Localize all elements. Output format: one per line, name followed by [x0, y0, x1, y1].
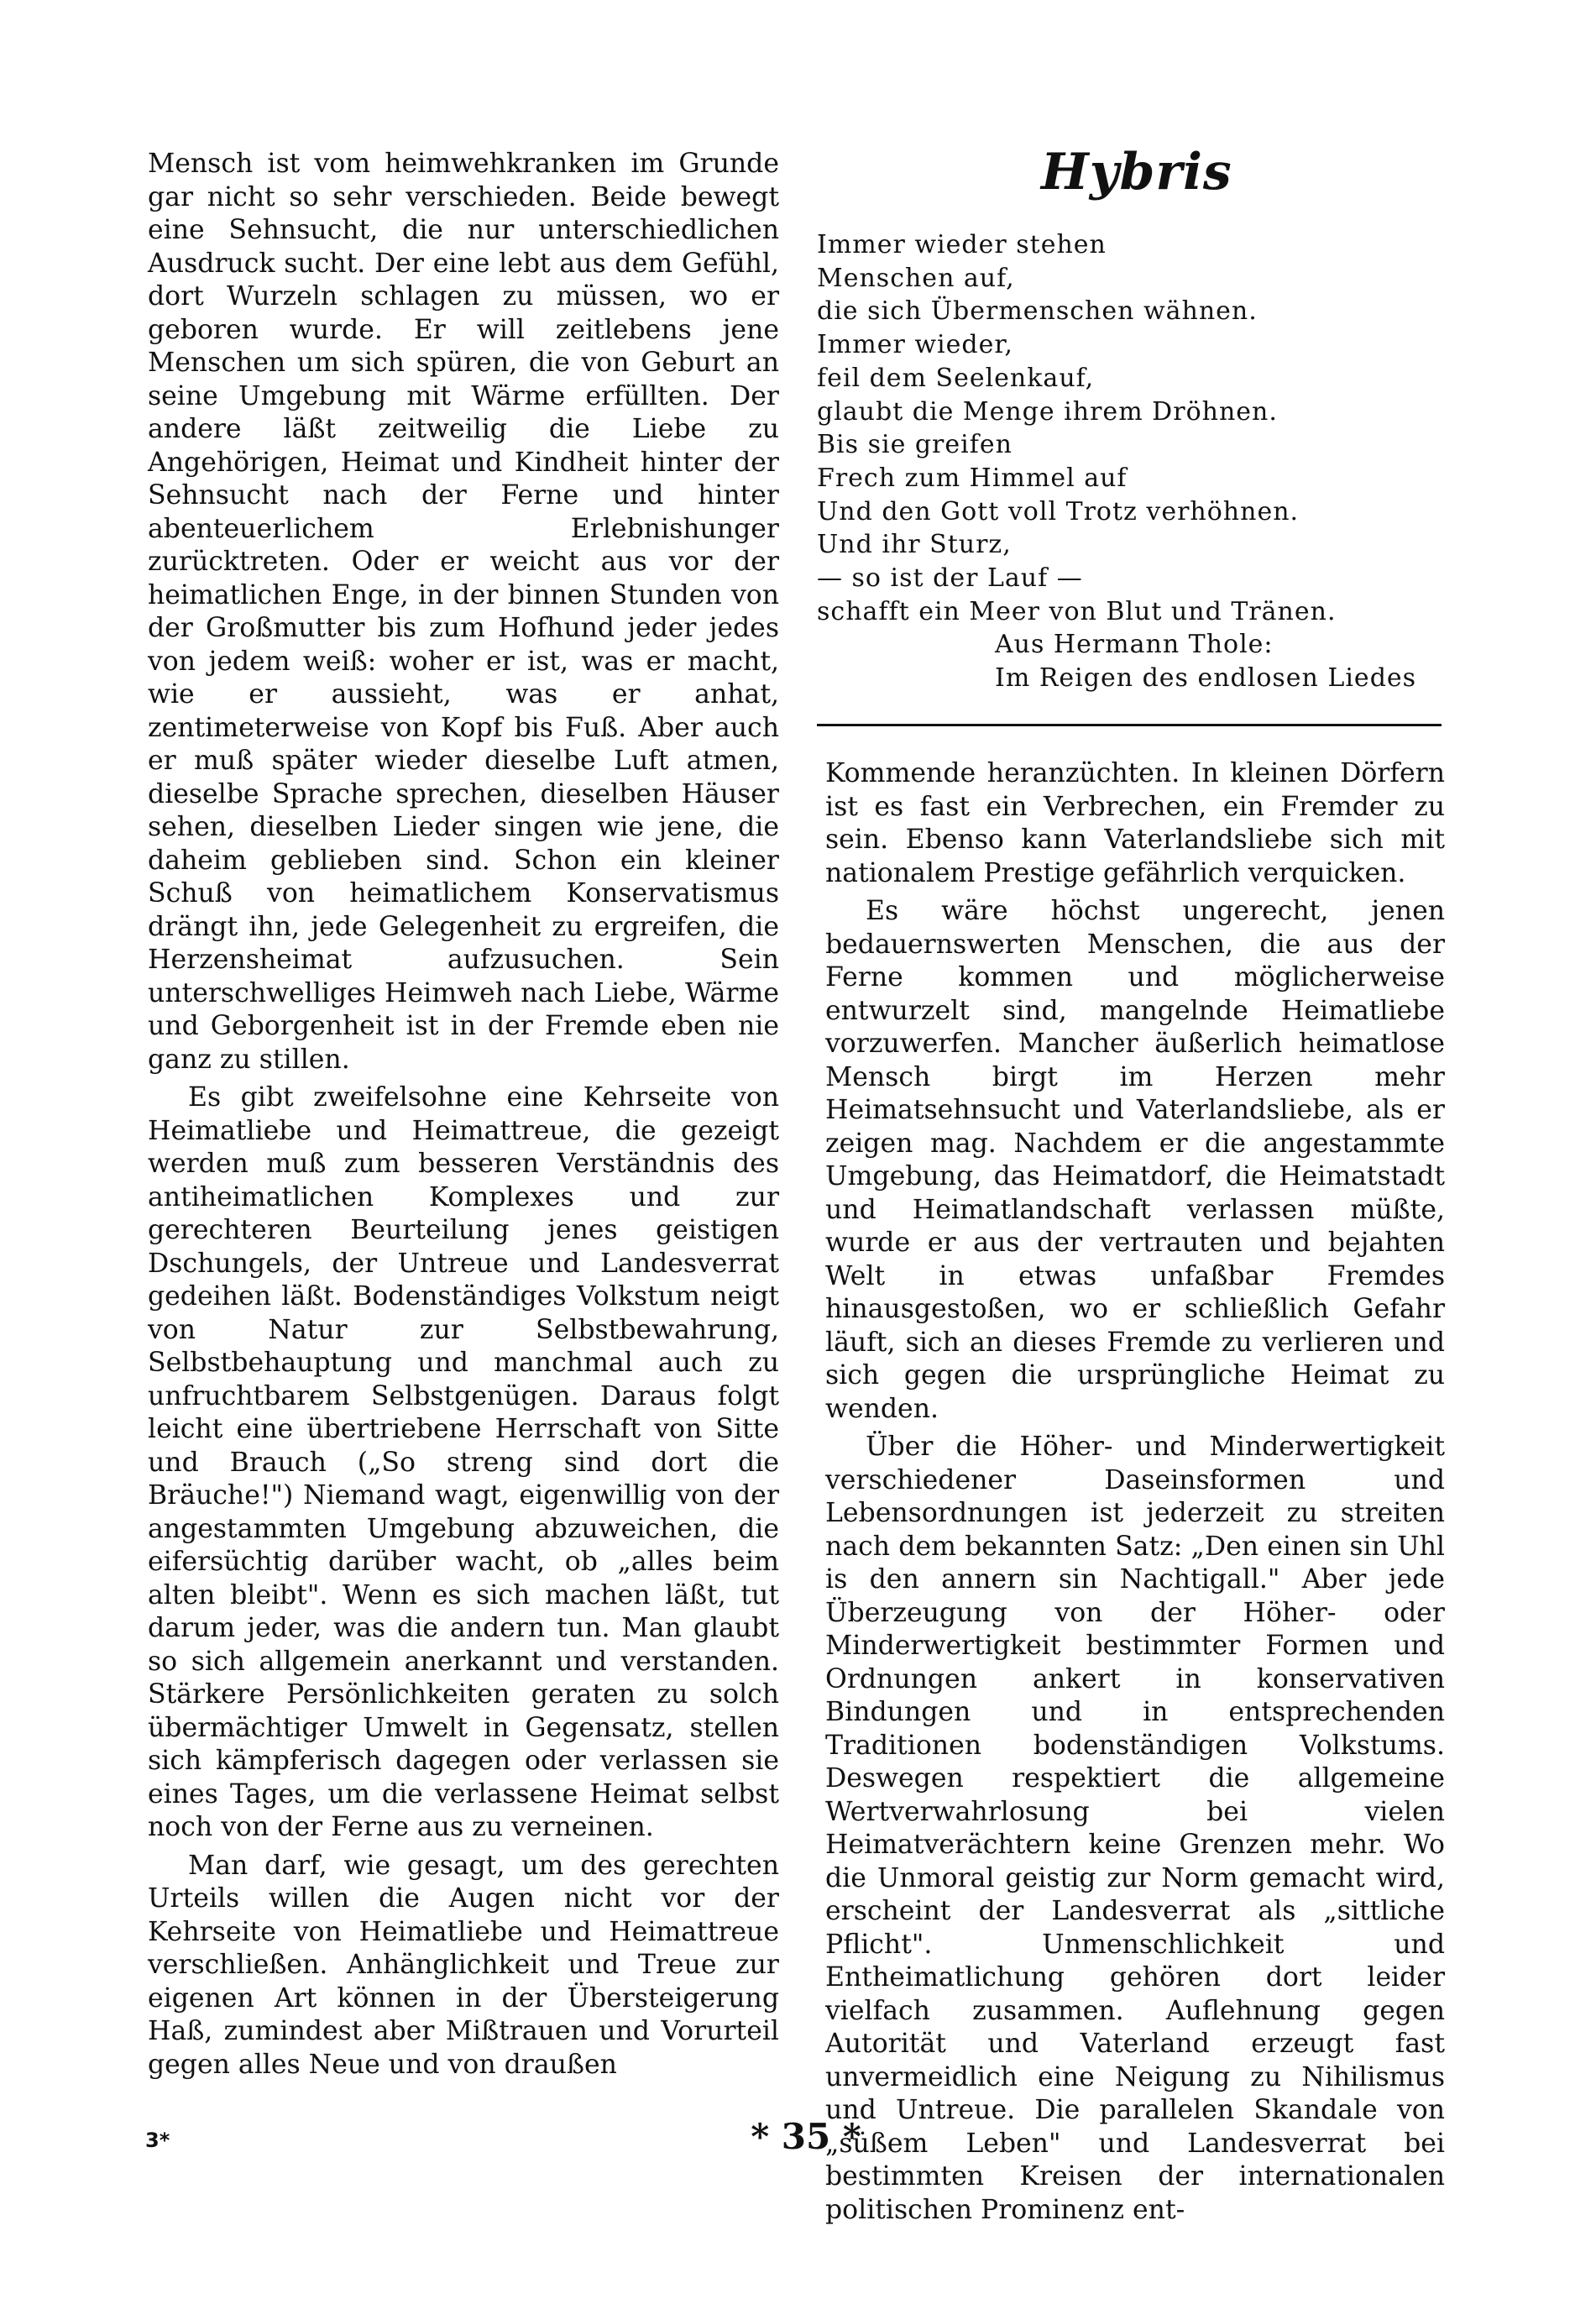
poem-line: Und den Gott voll Trotz verhöhnen.: [817, 496, 1300, 526]
section-divider: [817, 724, 1442, 726]
poem-source-book: Im Reigen des endlosen Liedes: [995, 663, 1417, 694]
signature-mark: 3*: [145, 2129, 170, 2152]
left-column: [148, 148, 779, 2082]
poem-line: Immer wieder,: [817, 330, 1013, 360]
poem-line: Bis sie greifen: [817, 430, 1013, 460]
poem-line: schafft ein Meer von Blut und Tränen.: [817, 596, 1337, 626]
paragraph: Kommende heranzüchten. In kleinen Dörfern ist es fast ein Verbrechen, ein Fremder zu sein. Ebenso kann Vaterlandsliebe sich mit nationalem Prestige gefährlich verquicken.: [825, 758, 1445, 888]
paragraph: Es wäre höchst ungerecht, jenen bedauernswerten Menschen, die aus der Ferne kommen und möglicherweise entwurzelt sind, mangelnde Heimatliebe vorzuwerfen. Mancher äußerlich heimatlose Mensch birgt im Herzen mehr Heimatsehnsucht und Vaterlandsliebe, als er zeigen mag. Nachdem er die angestammte Umgebung, das Heimatdorf, die Heimatstadt und Heimatlandschaft verlassen müßte, wurde er aus der vertrauten und bejahten Welt in etwas unfaßbar Fremdes hinausgestoßen, wo er schließlich Gefahr läuft, sich an dieses Fremde zu verlieren und sich gegen die ursprüngliche Heimat zu wenden.: [825, 896, 1445, 1424]
poem-title: Hybris: [1041, 143, 1232, 202]
paragraph: Man darf, wie gesagt, um des gerechten Urteils willen die Augen nicht vor der Kehrseite von Heimatliebe und Heimattreue verschließen. Anhänglichkeit und Treue zur eigenen Art können in der Übersteigerung Haß, zumindest aber Mißtrauen und Vorurteil gegen alles Neue und von draußen: [148, 1850, 779, 2080]
paragraph: Es gibt zweifelsohne eine Kehrseite von Heimatliebe und Heimattreue, die gezeigt werden muß zum besseren Verständnis des antiheimatlichen Komplexes und zur gerechteren Beurteilung jenes geistigen Dschungels, der Untreue und Landesverrat gedeihen läßt. Bodenständiges Volkstum neigt von Natur zur Selbstbewahrung, Selbstbehauptung und manchmal auch zu unfruchtbarem Selbstgenügen. Daraus folgt leicht eine übertriebene Herrschaft von Sitte und Brauch („So streng sind dort die Bräuche!") Niemand wagt, eigenwillig von der angestammten Umgebung abzuweichen, die eifersüchtig darüber wacht, ob „alles beim alten bleibt". Wenn es sich machen läßt, tut darum jeder, was die andern tun. Man glaubt so sich allgemein anerkannt und verstanden. Stärkere Persönlichkeiten geraten zu solch übermächtiger Umwelt in Gegensatz, stellen sich kämpferisch dagegen oder verlassen sie eines Tages, um die verlassene Heimat selbst noch von der Ferne aus zu verneinen.: [148, 1082, 779, 1842]
right-column: [825, 757, 1445, 2227]
page-number: * 35 *: [751, 2116, 861, 2157]
poem: [817, 228, 1455, 695]
poem-line: Menschen auf,: [817, 263, 1015, 293]
poem-source-author: Aus Hermann Thole:: [995, 630, 1274, 660]
poem-line: Immer wieder stehen: [817, 230, 1107, 259]
paragraph: Mensch ist vom heimwehkranken im Grunde gar nicht so sehr verschieden. Beide bewegt eine Sehnsucht, die nur unterschiedlichen Ausdruck sucht. Der eine lebt aus dem Gefühl, dort Wurzeln schlagen zu müssen, wo er geboren wurde. Er will zeitlebens jene Menschen um sich spüren, die von Geburt an seine Umgebung mit Wärme erfüllten. Der andere läßt zeitweilig die Liebe zu Angehörigen, Heimat und Kindheit hinter der Sehnsucht nach der Ferne und hinter abenteuerlichem Erlebnishunger zurücktreten. Oder er weicht aus vor der heimatlichen Enge, in der binnen Stunden von der Großmutter bis zum Hofhund jeder jedes von jedem weiß: woher er ist, was er macht, wie er aussieht, was er anhat, zentimeterweise von Kopf bis Fuß. Aber auch er muß später wieder dieselbe Luft atmen, dieselbe Sprache sprechen, dieselben Häuser sehen, dieselben Lieder singen wie jene, die daheim geblieben sind. Schon ein kleiner Schuß von heimatlichem Konservatismus drängt ihn, jede Gelegenheit zu ergreifen, die Herzensheimat aufzusuchen. Sein unterschwelliges Heimweh nach Liebe, Wärme und Geborgenheit ist in der Fremde eben nie ganz zu stillen.: [148, 149, 779, 1075]
poem-line: feil dem Seelenkauf,: [817, 363, 1095, 393]
paragraph: Über die Höher- und Minderwertigkeit verschiedener Daseinsformen und Lebensordnungen ist jederzeit zu streiten nach dem bekannten Satz: „Den einen sin Uhl is den annern sin Nachtigall." Aber jede Überzeugung von der Höher- oder Minderwertigkeit bestimmter Formen und Ordnungen ankert in konservativen Bindungen und in entsprechenden Traditionen bodenständigen Volkstums. Deswegen respektiert die allgemeine Wertverwahrlosung bei vielen Heimatverächtern keine Grenzen mehr. Wo die Unmoral geistig zur Norm gemacht wird, erscheint der Landesverrat als „sittliche Pflicht". Unmenschlichkeit und Entheimatlichung gehören dort leider vielfach zusammen. Auflehnung gegen Autorität und Vaterland erzeugt fast unvermeidlich eine Neigung zu Nihilismus und Untreue. Die parallelen Skandale von „süßem Leben" und Landesverrat bei bestimmten Kreisen der internationalen politischen Prominenz ent-: [825, 1432, 1445, 2225]
poem-line: glaubt die Menge ihrem Dröhnen.: [817, 396, 1278, 427]
poem-line: die sich Übermenschen wähnen.: [817, 296, 1258, 327]
poem-line: — so ist der Lauf —: [817, 563, 1083, 594]
poem-line: Und ihr Sturz,: [817, 530, 1012, 560]
poem-line: Frech zum Himmel auf: [817, 463, 1128, 493]
